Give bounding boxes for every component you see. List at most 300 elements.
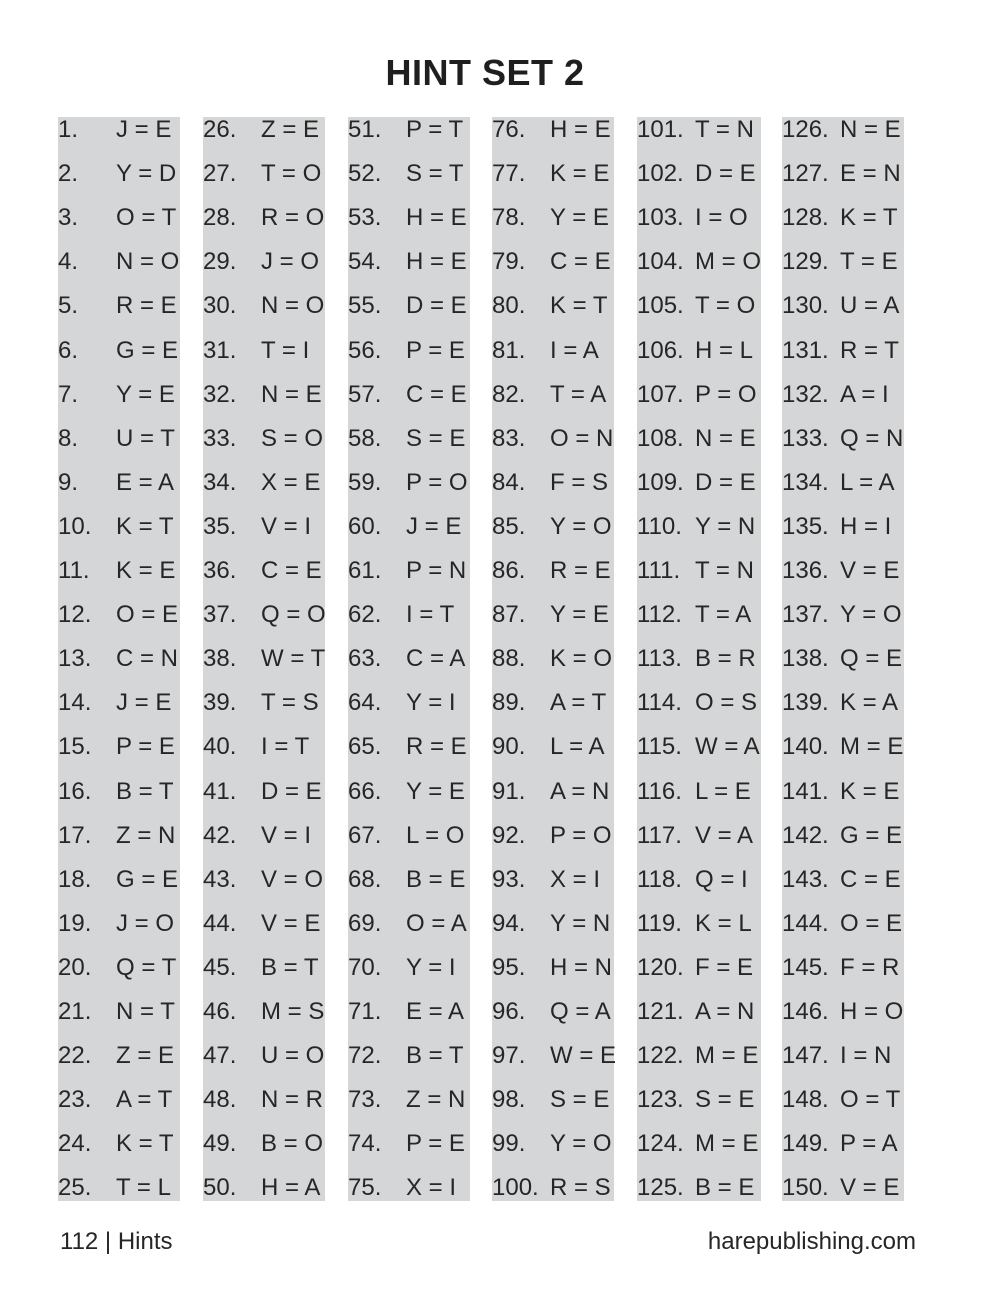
hint-pair: H = N	[550, 954, 613, 981]
hint-row	[782, 470, 895, 514]
hint-pair: U = O	[261, 1042, 325, 1069]
hint-pair: I = T	[406, 601, 455, 628]
hint-pair: I = O	[695, 204, 748, 231]
hint-row	[637, 690, 757, 734]
hint-pair: E = A	[116, 469, 175, 496]
hint-number: 6.	[58, 337, 79, 364]
hint-number: 45.	[203, 954, 237, 981]
hint-pair: Y = I	[406, 954, 456, 981]
hint-pair: H = A	[261, 1174, 321, 1201]
hint-number: 3.	[58, 204, 79, 231]
hint-pair: S = O	[261, 425, 324, 452]
hint-number: 81.	[492, 337, 526, 364]
hint-number: 150.	[782, 1174, 829, 1201]
hint-pair: G = E	[116, 337, 179, 364]
hint-number: 130.	[782, 292, 829, 319]
hint-pair: G = E	[116, 866, 179, 893]
hint-pair: L = A	[840, 469, 895, 496]
hint-pair: Y = E	[116, 381, 175, 408]
hint-number: 143.	[782, 866, 829, 893]
hint-number: 127.	[782, 160, 829, 187]
hint-pair: T = L	[116, 1174, 171, 1201]
hint-number: 12.	[58, 601, 92, 628]
hint-row	[58, 558, 175, 602]
hint-column-5	[637, 117, 761, 1201]
hint-row	[203, 1087, 323, 1131]
hint-number: 78.	[492, 204, 526, 231]
hint-number: 41.	[203, 778, 237, 805]
hint-number: 87.	[492, 601, 526, 628]
hint-row	[492, 293, 608, 337]
hint-pair: E = N	[840, 160, 901, 187]
hint-number: 68.	[348, 866, 382, 893]
hint-row	[203, 1043, 324, 1087]
hint-row	[203, 734, 309, 778]
hint-pair: T = E	[840, 248, 898, 275]
hint-row	[348, 293, 467, 337]
hint-number: 57.	[348, 381, 382, 408]
hint-pair: W = T	[261, 645, 326, 672]
hint-number: 26.	[203, 116, 237, 143]
hint-number: 106.	[637, 337, 684, 364]
hint-pair: Y = D	[116, 160, 177, 187]
hint-row	[58, 999, 175, 1043]
hint-row	[782, 293, 899, 337]
hint-row	[58, 161, 176, 205]
hint-number: 60.	[348, 513, 382, 540]
hint-number: 133.	[782, 425, 829, 452]
hint-row	[637, 1131, 758, 1175]
hint-row	[782, 1087, 900, 1131]
hint-pair: Q = A	[550, 998, 611, 1025]
hint-row	[637, 734, 760, 778]
hint-number: 97.	[492, 1042, 526, 1069]
hint-pair: Q = E	[840, 645, 903, 672]
hint-pair: F = R	[840, 954, 900, 981]
hint-row	[203, 338, 309, 382]
hint-number: 72.	[348, 1042, 382, 1069]
hint-pair: K = T	[116, 1130, 174, 1157]
hint-number: 123.	[637, 1086, 684, 1113]
hint-number: 92.	[492, 822, 526, 849]
hint-pair: D = E	[261, 778, 322, 805]
hint-number: 32.	[203, 381, 237, 408]
hint-number: 73.	[348, 1086, 382, 1113]
hint-number: 17.	[58, 822, 92, 849]
hint-number: 47.	[203, 1042, 237, 1069]
hint-pair: B = T	[406, 1042, 464, 1069]
hint-row	[203, 823, 311, 867]
hint-number: 146.	[782, 998, 829, 1025]
hint-row	[782, 602, 902, 646]
hint-row	[492, 602, 609, 646]
hint-row	[782, 205, 898, 249]
hint-pair: T = I	[261, 337, 310, 364]
hint-number: 83.	[492, 425, 526, 452]
hint-row	[348, 249, 467, 293]
hint-pair: Q = T	[116, 954, 177, 981]
hint-row	[492, 999, 611, 1043]
hint-column-6	[782, 117, 904, 1201]
hint-number: 39.	[203, 689, 237, 716]
hint-pair: K = O	[550, 645, 613, 672]
hint-pair: W = A	[695, 733, 760, 760]
hint-row	[782, 1043, 891, 1087]
hint-number: 51.	[348, 116, 382, 143]
hint-number: 43.	[203, 866, 237, 893]
hint-number: 115.	[637, 733, 682, 760]
hint-pair: V = O	[261, 866, 324, 893]
hint-row	[492, 117, 611, 161]
hint-pair: T = A	[550, 381, 607, 408]
hint-pair: P = T	[406, 116, 464, 143]
hint-number: 119.	[637, 910, 682, 937]
hint-pair: N = R	[261, 1086, 324, 1113]
hint-pair: Q = N	[840, 425, 904, 452]
hint-number: 134.	[782, 469, 829, 496]
hint-pair: N = E	[261, 381, 322, 408]
hint-row	[203, 867, 323, 911]
hint-row	[348, 823, 464, 867]
hint-row	[58, 911, 174, 955]
hint-pair: M = E	[695, 1042, 759, 1069]
hint-number: 118.	[637, 866, 682, 893]
hint-pair: P = E	[406, 1130, 465, 1157]
hint-number: 74.	[348, 1130, 382, 1157]
hint-row	[58, 779, 174, 823]
hint-pair: R = E	[116, 292, 177, 319]
hint-number: 36.	[203, 557, 237, 584]
hint-pair: O = N	[550, 425, 614, 452]
hint-pair: K = E	[840, 778, 900, 805]
hint-number: 46.	[203, 998, 237, 1025]
hint-number: 131.	[782, 337, 829, 364]
hint-row	[58, 823, 175, 867]
hint-number: 105.	[637, 292, 684, 319]
hint-row	[637, 867, 748, 911]
hint-number: 2.	[58, 160, 79, 187]
hint-pair: K = A	[840, 689, 899, 716]
hint-pair: A = I	[840, 381, 889, 408]
hint-row	[492, 867, 600, 911]
hint-row	[203, 161, 321, 205]
hint-number: 8.	[58, 425, 79, 452]
hint-pair: Y = I	[406, 689, 456, 716]
hint-number: 109.	[637, 469, 684, 496]
hint-number: 42.	[203, 822, 237, 849]
hint-row	[203, 646, 325, 690]
hint-number: 94.	[492, 910, 526, 937]
hint-pair: R = T	[840, 337, 899, 364]
hint-pair: Q = O	[261, 601, 326, 628]
hint-row	[492, 955, 612, 999]
hint-row	[348, 338, 465, 382]
hint-pair: R = E	[406, 733, 467, 760]
hint-number: 80.	[492, 292, 526, 319]
hint-row	[637, 602, 751, 646]
hint-row	[58, 338, 178, 382]
hint-pair: J = E	[406, 513, 462, 540]
hint-number: 145.	[782, 954, 829, 981]
hint-row	[492, 205, 609, 249]
hint-number: 19.	[58, 910, 92, 937]
hint-row	[58, 690, 171, 734]
hint-number: 140.	[782, 733, 829, 760]
hint-row	[782, 117, 901, 161]
hint-row	[58, 1087, 172, 1131]
hint-number: 100.	[492, 1174, 539, 1201]
hint-pair: N = E	[695, 425, 756, 452]
hint-pair: H = E	[406, 248, 467, 275]
hint-row	[203, 1175, 320, 1219]
footer-page-label: 112 | Hints	[60, 1228, 173, 1255]
hint-number: 104.	[637, 248, 684, 275]
hint-row	[782, 249, 898, 293]
hint-row	[637, 646, 756, 690]
hint-row	[203, 779, 322, 823]
hint-row	[203, 382, 322, 426]
hint-number: 125.	[637, 1174, 684, 1201]
hint-row	[58, 867, 178, 911]
hint-row	[203, 470, 320, 514]
hint-number: 69.	[348, 910, 382, 937]
hint-row	[782, 999, 903, 1043]
hint-row	[348, 205, 467, 249]
hint-number: 66.	[348, 778, 382, 805]
hint-row	[637, 470, 756, 514]
hint-number: 40.	[203, 733, 237, 760]
hint-row	[203, 690, 319, 734]
hint-row	[58, 470, 174, 514]
hint-pair: S = E	[550, 1086, 610, 1113]
hint-number: 67.	[348, 822, 382, 849]
page-title: HINT SET 2	[385, 52, 585, 93]
hint-pair: K = T	[840, 204, 898, 231]
hint-number: 27.	[203, 160, 237, 187]
hint-pair: C = E	[840, 866, 901, 893]
hint-row	[782, 558, 899, 602]
hint-pair: T = O	[261, 160, 322, 187]
hint-pair: J = E	[116, 689, 172, 716]
hint-number: 148.	[782, 1086, 829, 1113]
hint-number: 15.	[58, 733, 92, 760]
hint-pair: J = E	[116, 116, 172, 143]
hint-row	[348, 646, 465, 690]
hint-row	[203, 249, 319, 293]
hint-number: 37.	[203, 601, 237, 628]
hint-number: 9.	[58, 469, 79, 496]
hint-pair: Y = N	[695, 513, 756, 540]
hint-pair: R = E	[550, 557, 611, 584]
hint-number: 14.	[58, 689, 92, 716]
hint-row	[58, 293, 177, 337]
hint-number: 86.	[492, 557, 526, 584]
hint-number: 95.	[492, 954, 526, 981]
hint-pair: P = N	[406, 557, 467, 584]
hint-pair: V = E	[840, 1174, 900, 1201]
hint-row	[637, 293, 755, 337]
hint-pair: Y = O	[840, 601, 902, 628]
hint-row	[203, 514, 311, 558]
hint-row	[348, 1087, 465, 1131]
hint-row	[492, 514, 612, 558]
hint-row	[348, 382, 467, 426]
hint-pair: D = E	[695, 160, 756, 187]
hint-pair: P = O	[695, 381, 757, 408]
hint-number: 124.	[637, 1130, 684, 1157]
hint-pair: G = E	[840, 822, 903, 849]
hint-row	[637, 558, 754, 602]
hint-pair: Z = N	[116, 822, 176, 849]
hint-number: 56.	[348, 337, 382, 364]
hint-pair: T = N	[695, 557, 754, 584]
hint-number: 62.	[348, 601, 382, 628]
hint-number: 141.	[782, 778, 829, 805]
hint-number: 142.	[782, 822, 829, 849]
hint-number: 112.	[637, 601, 682, 628]
hint-number: 18.	[58, 866, 92, 893]
hint-row	[637, 426, 756, 470]
hint-pair: C = E	[550, 248, 611, 275]
hint-number: 50.	[203, 1174, 237, 1201]
hint-pair: L = E	[695, 778, 751, 805]
hint-number: 116.	[637, 778, 682, 805]
hint-pair: R = O	[261, 204, 325, 231]
hint-row	[637, 911, 752, 955]
hint-row	[637, 382, 757, 426]
hint-pair: E = A	[406, 998, 465, 1025]
hint-number: 107.	[637, 381, 684, 408]
hint-row	[348, 426, 465, 470]
hint-number: 65.	[348, 733, 382, 760]
hint-number: 75.	[348, 1174, 382, 1201]
hint-pair: T = A	[695, 601, 752, 628]
hint-pair: Y = E	[550, 204, 609, 231]
hint-pair: M = S	[261, 998, 325, 1025]
hint-number: 84.	[492, 469, 526, 496]
hint-pair: K = E	[550, 160, 610, 187]
hint-row	[782, 338, 899, 382]
hint-row	[58, 734, 175, 778]
hint-pair: U = T	[116, 425, 175, 452]
hint-number: 89.	[492, 689, 526, 716]
hint-row	[348, 1175, 456, 1219]
hint-pair: C = E	[261, 557, 322, 584]
hint-pair: B = E	[695, 1174, 755, 1201]
hint-number: 22.	[58, 1042, 92, 1069]
hint-pair: P = O	[406, 469, 468, 496]
hint-pair: O = E	[116, 601, 179, 628]
hint-pair: I = T	[261, 733, 310, 760]
hint-number: 82.	[492, 381, 526, 408]
hint-pair: V = E	[840, 557, 900, 584]
hint-number: 79.	[492, 248, 526, 275]
hint-number: 103.	[637, 204, 684, 231]
hint-number: 114.	[637, 689, 682, 716]
hint-number: 70.	[348, 954, 382, 981]
hint-row	[58, 1043, 174, 1087]
hint-number: 96.	[492, 998, 526, 1025]
hint-number: 138.	[782, 645, 829, 672]
hint-pair: B = E	[406, 866, 466, 893]
hint-number: 10.	[58, 513, 92, 540]
hint-number: 144.	[782, 910, 829, 937]
hint-row	[58, 249, 179, 293]
hint-row	[203, 117, 319, 161]
hint-row	[492, 1087, 609, 1131]
hint-number: 30.	[203, 292, 237, 319]
hint-row	[58, 426, 175, 470]
hint-number: 61.	[348, 557, 382, 584]
hint-number: 63.	[348, 645, 382, 672]
hint-number: 38.	[203, 645, 237, 672]
hint-row	[637, 249, 761, 293]
hint-row	[348, 867, 465, 911]
hint-row	[58, 382, 175, 426]
hint-number: 88.	[492, 645, 526, 672]
hint-row	[58, 602, 178, 646]
hint-row	[492, 161, 609, 205]
hint-row	[348, 514, 461, 558]
hint-row	[348, 690, 456, 734]
hint-number: 11.	[58, 557, 90, 584]
hint-row	[637, 338, 753, 382]
hint-row	[637, 117, 754, 161]
hint-pair: N = T	[116, 998, 175, 1025]
hint-row	[492, 1131, 612, 1175]
hint-row	[782, 734, 903, 778]
hint-number: 129.	[782, 248, 829, 275]
hint-number: 136.	[782, 557, 829, 584]
hint-number: 59.	[348, 469, 382, 496]
hint-row	[782, 1131, 898, 1175]
hint-row	[637, 1087, 754, 1131]
hint-pair: A = T	[116, 1086, 173, 1113]
hint-number: 102.	[637, 160, 684, 187]
hint-number: 23.	[58, 1086, 92, 1113]
hint-pair: V = A	[695, 822, 754, 849]
hint-row	[782, 690, 898, 734]
hint-number: 99.	[492, 1130, 526, 1157]
hint-number: 31.	[203, 337, 237, 364]
hint-row	[782, 382, 889, 426]
hint-pair: F = E	[695, 954, 754, 981]
hint-number: 53.	[348, 204, 382, 231]
hint-pair: N = O	[261, 292, 325, 319]
hint-pair: P = A	[840, 1130, 898, 1157]
hint-pair: Y = N	[550, 910, 611, 937]
hint-row	[637, 1175, 754, 1219]
hint-number: 13.	[58, 645, 92, 672]
hint-pair: P = O	[550, 822, 612, 849]
hint-number: 108.	[637, 425, 684, 452]
hint-pair: B = T	[116, 778, 174, 805]
hint-row	[782, 867, 901, 911]
hint-row	[492, 823, 612, 867]
hint-pair: T = S	[261, 689, 319, 716]
hint-row	[637, 955, 753, 999]
hint-row	[58, 117, 171, 161]
hint-number: 126.	[782, 116, 829, 143]
hint-row	[348, 602, 454, 646]
hint-row	[348, 470, 468, 514]
hint-row	[637, 823, 753, 867]
hint-row	[782, 911, 902, 955]
hint-pair: S = E	[406, 425, 466, 452]
hint-row	[492, 734, 605, 778]
hint-row	[348, 734, 467, 778]
hint-pair: H = I	[840, 513, 892, 540]
